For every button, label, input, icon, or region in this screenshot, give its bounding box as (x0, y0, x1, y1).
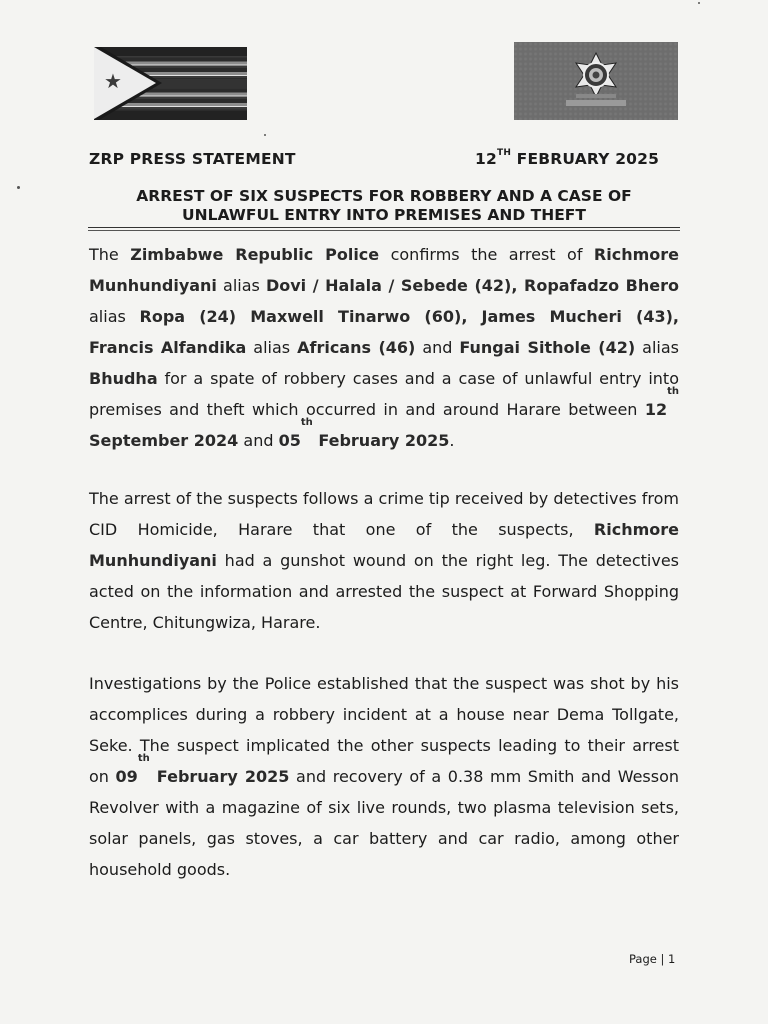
title-line-2: UNLAWFUL ENTRY INTO PREMISES AND THEFT (182, 206, 586, 224)
paragraph-investigations: Investigations by the Police established that the suspect was shot by his accomplices during a robbery incident at a house near Dema Tollgate, Seke. The suspect implicated the other suspects leading to their arrest on 09th February 2025 and recovery of a 0.38 mm Smith and Wesson Revolver with a magazine of six live rounds, two plasma television sets, solar panels, gas stoves, a car battery and car radio, among other household goods. (89, 674, 680, 879)
paragraph-crime-tip: The arrest of the suspects follows a crime tip received by detectives from CID Homicide, Harare that one of the suspects, Richmore Munhundiyani had a gunshot wound on the right leg. The detectives acted on the information and arrested the suspect at Forward Shopping Centre, Chitungwiza, Harare. (89, 489, 679, 632)
title-line-1: ARREST OF SIX SUSPECTS FOR ROBBERY AND A CASE OF (136, 187, 632, 205)
scan-speck (17, 186, 20, 189)
zimbabwe-flag-icon: ★ (94, 47, 247, 120)
statement-title (88, 187, 680, 225)
scan-speck (264, 134, 266, 136)
page-number: Page | 1 (629, 952, 676, 966)
zrp-police-emblem-icon (514, 42, 678, 120)
statement-label: ZRP PRESS STATEMENT (89, 150, 296, 168)
paragraph-arrests: The Zimbabwe Republic Police confirms the arrest of Richmore Munhundiyani alias Dovi / Halala / Sebede (42), Ropafadzo Bhero alias Ropa (24) Maxwell Tinarwo (60), James Mucheri (43), Francis Alfandika alias Africans (46) and Fungai Sithole (42) alias Bhudha for a spate of robbery cases and a case of unlawful entry into premises and theft which occurred in and around Harare between 12th September 2024 and 05th February 2025. (89, 245, 680, 450)
statement-date: 12TH FEBRUARY 2025 (475, 148, 660, 168)
title-underline (88, 227, 680, 231)
scan-speck (698, 2, 700, 4)
